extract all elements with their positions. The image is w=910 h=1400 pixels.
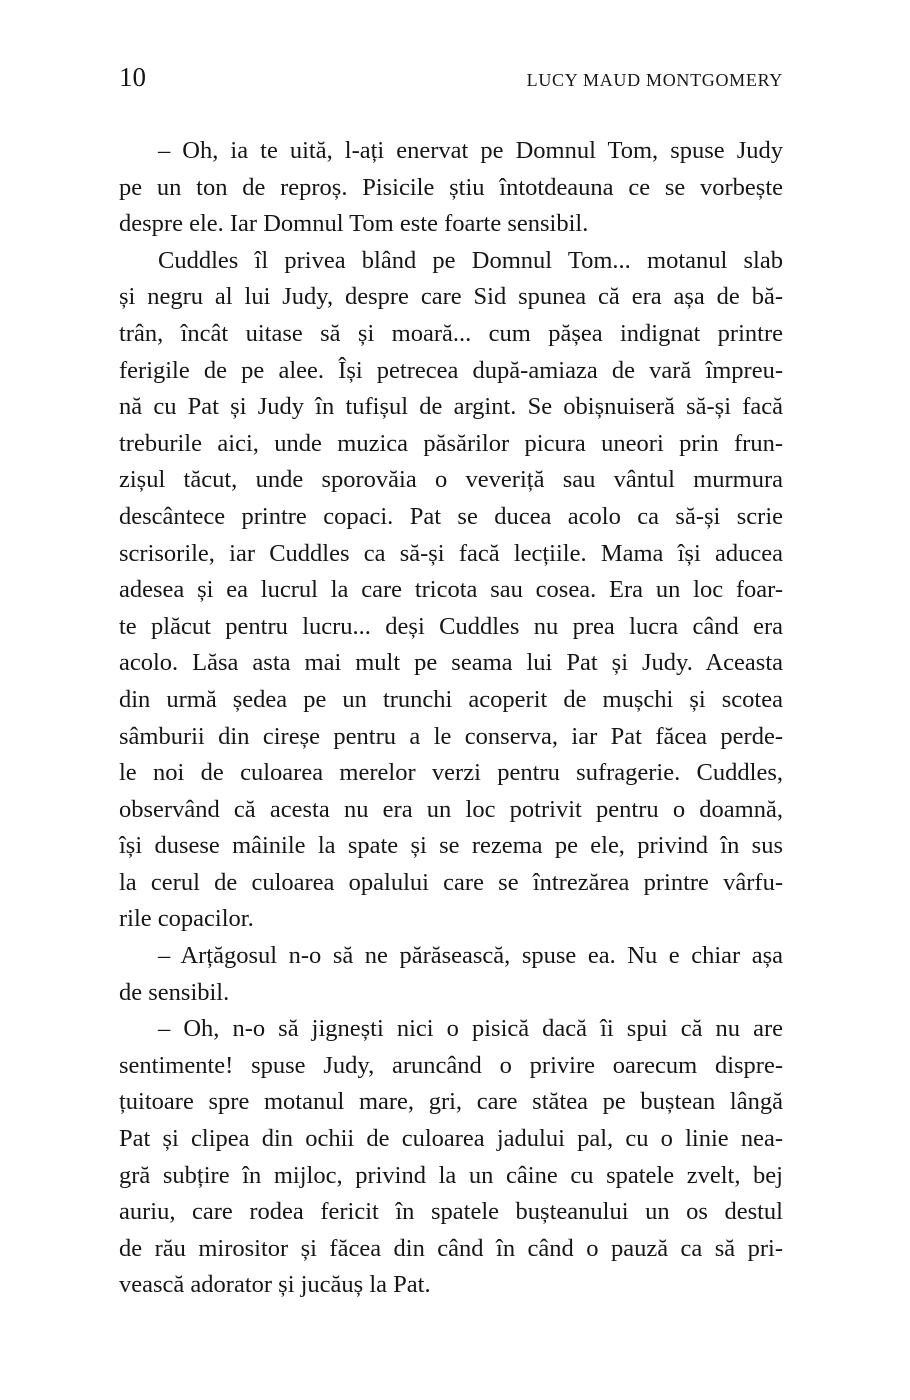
text-line: sâmburii din cireșe pentru a le conserva, iar Pat făcea perde- (119, 722, 783, 750)
text-line: de rău mirositor și făcea din când în când o pauză ca să pri- (119, 1234, 783, 1262)
text-line: auriu, care rodea fericit în spatele bușteanului un os destul (119, 1198, 783, 1226)
text-line: scrisorile, iar Cuddles ca să-și facă lecțiile. Mama își aducea (119, 539, 783, 567)
body-text (119, 133, 783, 1304)
text-line: din urmă ședea pe un trunchi acoperit de mușchi și scotea (119, 685, 783, 713)
text-line: – Arțăgosul n-o să ne părăsească, spuse ea. Nu e chiar așa (158, 942, 783, 970)
page-number: 10 (119, 62, 146, 92)
text-line: gră subțire în mijloc, privind la un câine cu spatele zvelt, bej (119, 1161, 783, 1189)
text-line: sentimente! spuse Judy, aruncând o privire oarecum dispre- (119, 1051, 783, 1079)
text-line: le noi de culoarea merelor verzi pentru sufragerie. Cuddles, (119, 759, 783, 787)
text-line: – Oh, n-o să jignești nici o pisică dacă îi spui că nu are (158, 1015, 783, 1043)
text-line: Cuddles îl privea blând pe Domnul Tom... motanul slab (158, 246, 783, 274)
text-line: și negru al lui Judy, despre care Sid spunea că era așa de bă- (119, 283, 783, 311)
text-line: adesea și ea lucrul la care tricota sau cosea. Era un loc foar- (119, 576, 783, 604)
text-line: de sensibil. (119, 978, 230, 1006)
text-line: treburile aici, unde muzica păsărilor picura uneori prin frun- (119, 429, 783, 457)
text-line: observând că acesta nu era un loc potrivit pentru o doamnă, (119, 795, 783, 823)
text-line: vească adorator și jucăuș la Pat. (119, 1271, 431, 1299)
text-line: zișul tăcut, unde sporovăia o veveriță sau vântul murmura (119, 466, 783, 494)
text-line: te plăcut pentru lucru... deși Cuddles nu prea lucra când era (119, 612, 783, 640)
text-line: țuitoare spre motanul mare, gri, care stătea pe buștean lângă (119, 1088, 783, 1116)
text-line: nă cu Pat și Judy în tufișul de argint. Se obișnuiseră să-și facă (119, 393, 783, 421)
text-line: descântece printre copaci. Pat se ducea acolo ca să-și scrie (119, 502, 783, 530)
text-line: pe un ton de reproș. Pisicile știu întotdeauna ce se vorbește (119, 173, 783, 201)
text-line: despre ele. Iar Domnul Tom este foarte sensibil. (119, 210, 589, 238)
text-line: își dusese mâinile la spate și se rezema pe ele, privind în sus (119, 832, 783, 860)
text-line: – Oh, ia te uită, l-ați enervat pe Domnul Tom, spuse Judy (158, 137, 783, 164)
text-line: la cerul de culoarea opalului care se întrezărea printre vârfu- (119, 868, 783, 896)
text-line: rile copacilor. (119, 905, 254, 933)
text-line: acolo. Lăsa asta mai mult pe seama lui Pat și Judy. Aceasta (119, 649, 783, 677)
text-line: trân, încât uitase să și moară... cum pășea indignat printre (119, 319, 783, 347)
page-header (119, 64, 783, 91)
text-line: Pat și clipea din ochii de culoarea jadului pal, cu o linie nea- (119, 1125, 783, 1153)
running-title: LUCY MAUD MONTGOMERY (526, 70, 783, 90)
text-line: ferigile de pe alee. Își petrecea după-amiaza de vară împreu- (119, 356, 783, 384)
